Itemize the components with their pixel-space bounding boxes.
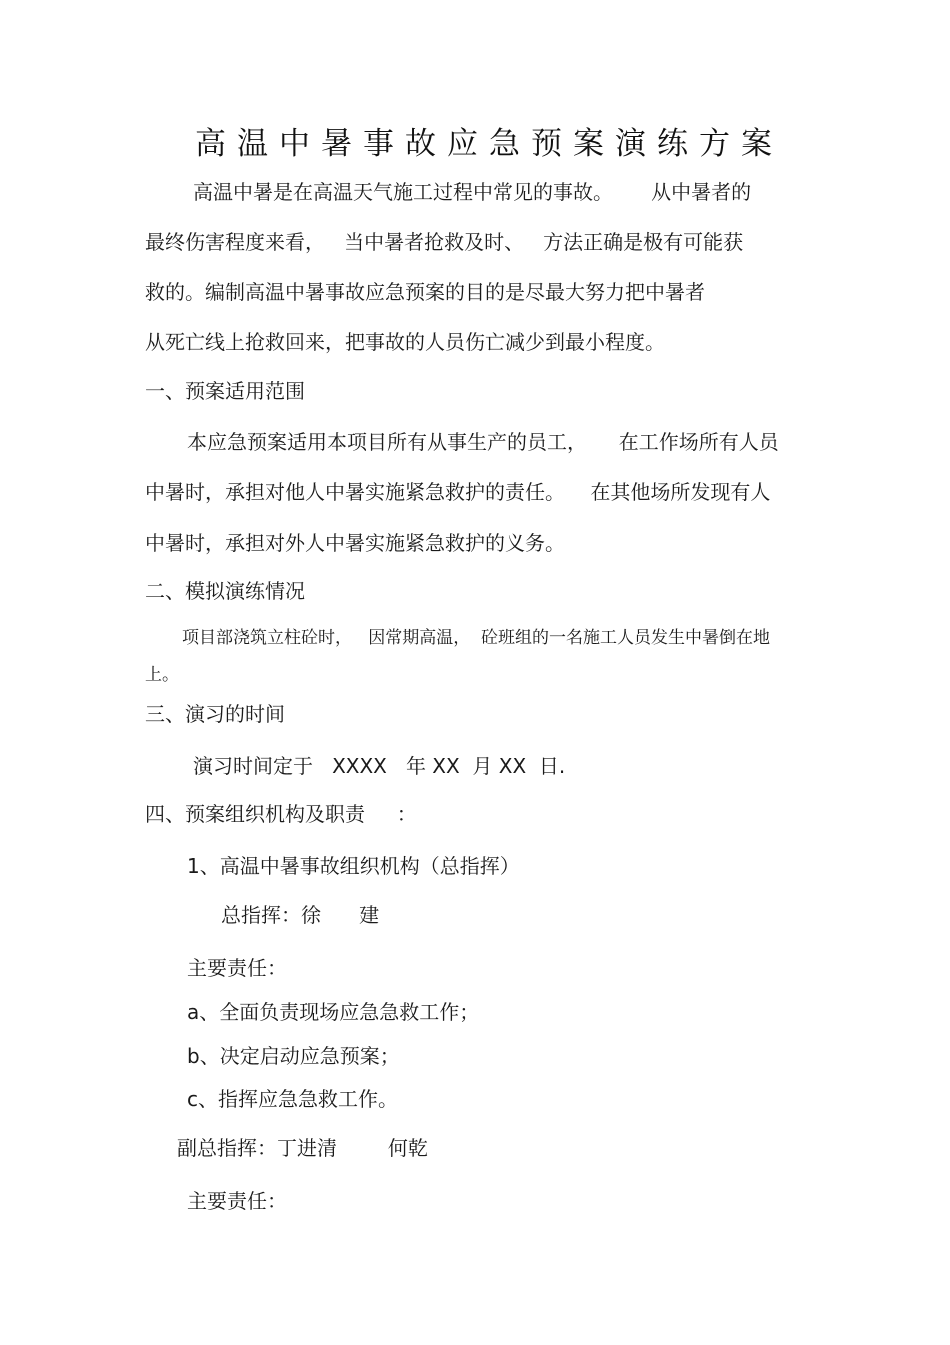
duty-b: b、决定启动应急预案； [187,1044,400,1068]
section-2-heading: 二、模拟演练情况 [145,579,305,603]
commander-line: 总指挥：徐 建 [221,903,380,927]
section-3-heading: 三、演习的时间 [145,702,285,726]
intro-line-3: 救的。编制高温中暑事故应急预案的目的是尽最大努力把中暑者 [145,280,705,304]
deputy-commander-line: 副总指挥：丁进清 何乾 [177,1136,428,1160]
intro-line-4: 从死亡线上抢救回来，把事故的人员伤亡减少到最小程度。 [145,330,665,354]
intro-line-1: 高温中暑是在高温天气施工过程中常见的事故。 从中暑者的 [193,180,752,204]
duties-label-2: 主要责任： [187,1189,287,1213]
section-4-heading: 四、预案组织机构及职责 ： [145,802,417,826]
section-3-line-1: 演习时间定于 XXXX 年 XX 月 XX 日. [193,754,566,778]
duties-label: 主要责任： [187,956,287,980]
section-1-heading: 一、预案适用范围 [145,379,305,403]
section-2-line-2: 上。 [145,665,179,685]
section-1-line-3: 中暑时，承担对外人中暑实施紧急救护的义务。 [145,531,565,555]
intro-line-2: 最终伤害程度来看， 当中暑者抢救及时、 方法正确是极有可能获 [145,230,744,254]
section-2-line-1: 项目部浇筑立柱砼时， 因常期高温， 砼班组的一名施工人员发生中暑倒在地 [182,628,771,648]
section-1-line-1: 本应急预案适用本项目所有从事生产的员工， 在工作场所有人员 [187,430,779,454]
section-4-subheading-1: 1、高温中暑事故组织机构（总指挥） [187,854,520,878]
document-title: 高温中暑事故应急预案演练方案 [195,126,783,162]
duty-a: a、全面负责现场应急急救工作； [187,1000,480,1024]
duty-c: c、指挥应急急救工作。 [187,1087,398,1111]
section-1-line-2: 中暑时，承担对他人中暑实施紧急救护的责任。 在其他场所发现有人 [145,480,771,504]
